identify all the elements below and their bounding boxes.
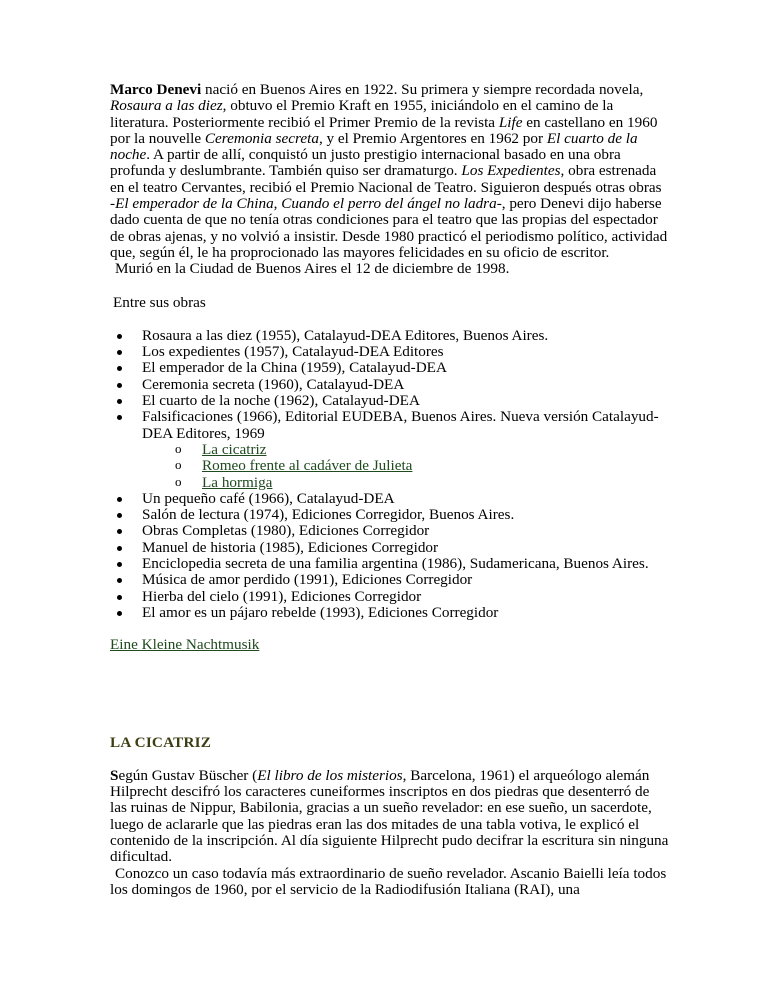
sublist-item <box>202 442 670 458</box>
link-la-cicatriz[interactable]: La cicatriz <box>202 440 267 458</box>
list-item: Ceremonia secreta (1960), Catalayud-DEA <box>142 377 670 393</box>
author-name: Marco Denevi <box>110 81 202 98</box>
story-text <box>110 768 670 898</box>
list-item: Hierba del cielo (1991), Ediciones Corregidor <box>142 589 670 605</box>
link-romeo-frente-al-cadaver[interactable]: Romeo frente al cadáver de Julieta <box>202 457 413 475</box>
list-item: Manuel de historia (1985), Ediciones Corregidor <box>142 540 670 556</box>
list-item: Un pequeño café (1966), Catalayud-DEA <box>142 491 670 507</box>
list-item: Enciclopedia secreta de una familia argentina (1986), Sudamericana, Buenos Aires. <box>142 556 670 572</box>
sublist-item <box>202 458 670 474</box>
list-item: El emperador de la China (1959), Catalayud-DEA <box>142 360 670 376</box>
bio-paragraph: Marco Denevi nació en Buenos Aires en 1922. Su primera y siempre recordada novela, Rosaura a las diez, obtuvo el Premio Kraft en 1955, iniciándolo en el camino de la literatura. Posteriormente recibió el Primer Premio de la revista Life en castellano en 1960 por la nouvelle Ceremonia secreta, y el Premio Argentores en 1962 por El cuarto de la noche. A partir de allí, conquistó un justo prestigio internacional basado en una obra profunda y deslumbrante. También quiso ser dramaturgo. Los Expedientes, obra estrenada en el teatro Cervantes, recibió el Premio Nacional de Teatro. Siguieron después otras obras -El emperador de la China, Cuando el perro del ángel no ladra-, pero Denevi dijo haberse dado cuenta de que no tenía otras condiciones para el teatro que las propias del espectador de obras ajenas, y no volvió a insistir. Desde 1980 practicó el periodismo político, actividad que, según él, le ha proprocionado las mayores felicidades en su oficio de escritor. <box>110 81 668 261</box>
drop-cap: S <box>110 766 119 784</box>
works-list <box>110 328 670 621</box>
story-paragraph: Según Gustav Büscher (El libro de los misterios, Barcelona, 1961) el arqueólogo alemán Hilprecht descifró los caracteres cuneiformes inscriptos en dos piedras que desenterró de las ruinas de Nippur, Babilonia, gracias a un sueño revelador: en ese sueño, un sacerdote, luego de aclararle que las piedras eran las dos mitades de una tabla votiva, le explicó el contenido de la inscripción. Al día siguiente Hilprecht pudo decifrar la escritura sin ninguna dificultad. <box>110 766 669 866</box>
list-item: Salón de lectura (1974), Ediciones Corregidor, Buenos Aires. <box>142 507 670 523</box>
falsificaciones-sublist <box>142 442 670 491</box>
list-item: Música de amor perdido (1991), Ediciones Corregidor <box>142 572 670 588</box>
list-item: El cuarto de la noche (1962), Catalayud-DEA <box>142 393 670 409</box>
list-item-falsificaciones: Falsificaciones (1966), Editorial EUDEBA, Buenos Aires. Nueva versión Catalayud-DEA Editores, 1969 o La cicatriz o Romeo frente al cadáver de Julieta o La hormiga <box>142 409 670 490</box>
sublist-item <box>202 475 670 491</box>
link-eine-kleine-nachtmusik[interactable]: Eine Kleine Nachtmusik <box>110 636 260 654</box>
list-item: Obras Completas (1980), Ediciones Corregidor <box>142 523 670 539</box>
death-line: Murió en la Ciudad de Buenos Aires el 12 de diciembre de 1998. <box>115 260 510 278</box>
list-item: El amor es un pájaro rebelde (1993), Ediciones Corregidor <box>142 605 670 621</box>
story-paragraph: Conozco un caso todavía más extraordinario de sueño revelador. Ascanio Baielli leía todos los domingos de 1960, por el servicio de la Radiodifusión Italiana (RAI), una <box>110 864 667 898</box>
list-item: Los expedientes (1957), Catalayud-DEA Editores <box>142 344 670 360</box>
list-item: Rosaura a las diez (1955), Catalayud-DEA Editores, Buenos Aires. <box>142 328 670 344</box>
link-la-hormiga[interactable]: La hormiga <box>202 473 273 491</box>
eine-paragraph <box>110 637 670 653</box>
works-heading: Entre sus obras <box>113 293 206 311</box>
document-page <box>110 82 670 898</box>
section-title: LA CICATRIZ <box>110 733 212 751</box>
